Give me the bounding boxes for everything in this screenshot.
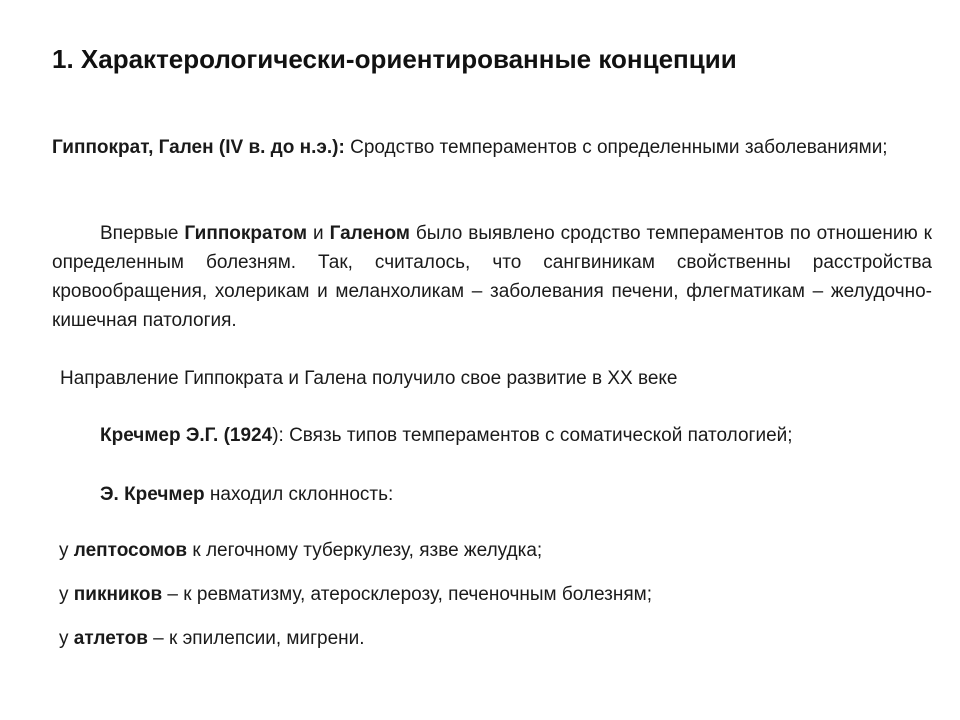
authors-label: Гиппократ, Гален (IV в. до н.э.): bbox=[52, 137, 345, 158]
list-prefix: у bbox=[59, 584, 74, 605]
tendency-paragraph bbox=[100, 480, 960, 509]
hippocrates-galen-paragraph bbox=[52, 133, 932, 162]
body-type-label: атлетов bbox=[73, 628, 148, 649]
kretschmer-paragraph bbox=[52, 421, 932, 450]
text-fragment: и bbox=[307, 223, 330, 244]
text-fragment: было выявлено сродство темпераментов по отношению к определенным болезням. Так, считалось, что сангвиникам свойственны расстройства кровообращения, холерикам и меланхоликам – заболевания печени, флегматикам – желудочно-кишечная патология. bbox=[52, 223, 932, 331]
list-item bbox=[59, 536, 939, 565]
list-text: – к ревматизму, атеросклерозу, печеночным болезням; bbox=[162, 584, 652, 605]
body-type-label: лептосомов bbox=[73, 540, 188, 561]
slide-title: 1. Характерологически-ориентированные концепции bbox=[52, 44, 737, 74]
list-prefix: у bbox=[59, 540, 74, 561]
kretschmer-name: Э. Кречмер bbox=[100, 484, 205, 505]
list-text: к легочному туберкулезу, язве желудка; bbox=[187, 540, 543, 561]
direction-paragraph: Направление Гиппократа и Галена получило свое развитие в XX веке bbox=[60, 368, 678, 389]
authors-text: Сродство темпераментов с определенными заболеваниями; bbox=[344, 137, 888, 158]
list-item bbox=[59, 624, 939, 653]
list-item bbox=[59, 580, 939, 609]
tendency-text: находил склонность: bbox=[204, 484, 394, 505]
temperament-affinity-paragraph bbox=[52, 219, 932, 335]
galen-name: Галеном bbox=[329, 223, 410, 244]
kretschmer-label: Кречмер Э.Г. (1924 bbox=[100, 425, 273, 446]
list-text: – к эпилепсии, мигрени. bbox=[147, 628, 365, 649]
list-prefix: у bbox=[59, 628, 74, 649]
kretschmer-text: ): Связь типов темпераментов с соматической патологией; bbox=[272, 425, 793, 446]
text-fragment: Впервые bbox=[100, 223, 185, 244]
hippocrates-name: Гиппократом bbox=[184, 223, 308, 244]
body-type-label: пикников bbox=[73, 584, 163, 605]
